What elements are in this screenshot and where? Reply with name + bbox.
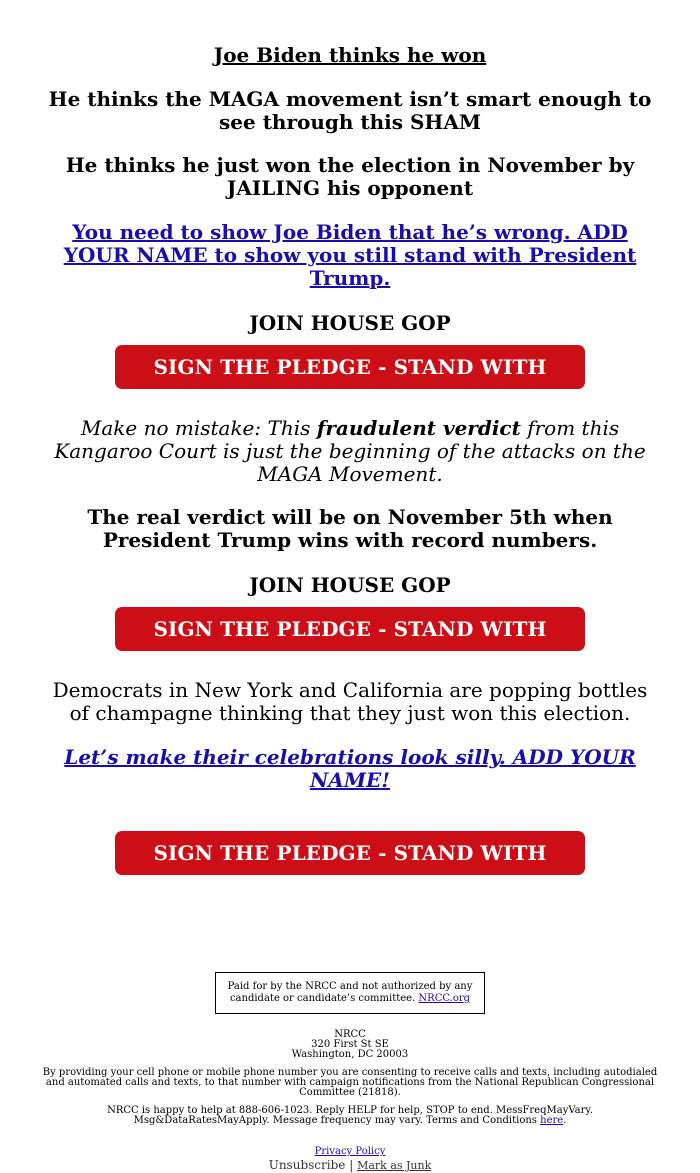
help-text: NRCC is happy to help at 888-606-1023. Reply HELP for help, STOP to end. MessFreqMayVary. Msg&DataRatesMayApply. Message frequency may vary. Terms and Conditions here.	[107, 1105, 593, 1126]
address-line-2: Washington, DC 20003	[291, 1049, 409, 1060]
org-name: NRCC	[334, 1029, 366, 1040]
paragraph-verdict	[40, 417, 660, 486]
paragraph-verdict-bold: fraudulent verdict	[316, 416, 521, 440]
mark-as-junk-link[interactable]: Mark as Junk	[357, 1159, 432, 1172]
address-line-1: 320 First St SE	[311, 1039, 389, 1050]
help-text-body: NRCC is happy to help at 888-606-1023. Reply HELP for help, STOP to end. MessFreqMayVary. Msg&DataRatesMayApply. Message frequency may vary. Terms and Conditions	[107, 1105, 593, 1126]
headline: Joe Biden thinks he won	[213, 43, 487, 67]
paragraph-jailing: He thinks he just won the election in November by JAILING his opponent	[65, 153, 635, 200]
paragraph-real-verdict: The real verdict will be on November 5th when President Trump wins with record numbers.	[87, 505, 613, 552]
join-label-1: JOIN HOUSE GOP	[249, 311, 451, 335]
privacy-policy-link[interactable]: Privacy Policy	[314, 1146, 386, 1157]
terms-link[interactable]: here	[540, 1115, 564, 1126]
postal-address	[40, 1030, 660, 1060]
celebrations-link[interactable]: Let’s make their celebrations look silly. ADD YOUR NAME!	[64, 745, 636, 792]
unsubscribe-row	[40, 1158, 660, 1173]
paragraph-verdict-post: from this Kangaroo Court is just the beginning of the attacks on the MAGA Movement.	[54, 416, 646, 486]
paragraph-verdict-pre: Make no mistake: This	[80, 416, 317, 440]
nrcc-link[interactable]: NRCC.org	[418, 993, 471, 1004]
footer-links	[40, 1146, 660, 1158]
join-label-2: JOIN HOUSE GOP	[249, 573, 451, 597]
separator: |	[349, 1158, 354, 1172]
consent-text: By providing your cell phone or mobile phone number you are consenting to receive calls and texts, including autodialed and automated calls and texts, to that number with campaign notifications from the National Republican Congressional Committee (21818).	[42, 1067, 658, 1098]
sign-pledge-button-3[interactable]: SIGN THE PLEDGE - STAND WITH TRUMP	[115, 831, 585, 875]
paragraph-maga-sham: He thinks the MAGA movement isn’t smart enough to see through this SHAM	[48, 87, 652, 134]
email-body	[40, 0, 660, 1173]
paid-for-disclaimer	[215, 972, 485, 1014]
unsubscribe-label[interactable]: Unsubscribe	[268, 1158, 346, 1172]
celebrations-paragraph	[40, 746, 660, 792]
paragraph-democrats: Democrats in New York and California are popping bottles of champagne thinking that they just won this election.	[52, 678, 648, 725]
add-name-link[interactable]: You need to show Joe Biden that he’s wrong. ADD YOUR NAME to show you still stand with President Trump.	[63, 220, 637, 290]
sign-pledge-button-1[interactable]: SIGN THE PLEDGE - STAND WITH TRUMP	[115, 345, 585, 389]
paid-for-text: Paid for by the NRCC and not authorized by any candidate or candidate’s committee.	[227, 981, 473, 1004]
sign-pledge-button-2[interactable]: SIGN THE PLEDGE - STAND WITH TRUMP	[115, 607, 585, 651]
add-name-paragraph	[40, 221, 660, 290]
